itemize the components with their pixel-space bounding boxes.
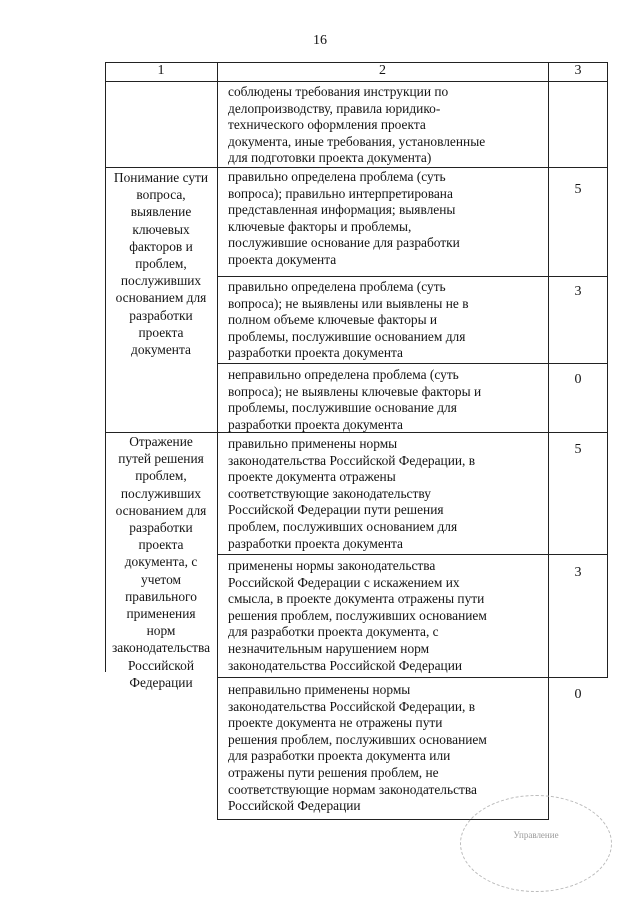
table-cell-score: 3 (574, 284, 582, 299)
item-divider (217, 677, 608, 678)
item-divider (217, 554, 608, 555)
header-divider (105, 81, 608, 82)
table-cell-score: 3 (574, 565, 582, 580)
evaluation-table (105, 62, 608, 820)
item-divider (217, 276, 608, 277)
row-divider (105, 167, 608, 168)
table-cell-criterion: Понимание сути вопроса, выявление ключевых факторов и проблем, послуживших основанием для разработки проекта документа (113, 170, 209, 358)
header-col-2: 2 (379, 63, 386, 78)
table-cell-score: 5 (574, 182, 582, 197)
table-cell-score: 0 (574, 372, 582, 387)
table-cell-description: правильно определена проблема (суть вопроса); правильно интерпретирована представленная информация; выявлены ключевые факторы и проблемы, послужившие основание для разработки проекта документа (228, 169, 460, 267)
table-cell-description: соблюдены требования инструкции по делопроизводству, правила юридико- технического оформления проекта документа, иные требования, установленные для подготовки проекта документа) (228, 84, 486, 166)
table-cell-description: правильно применены нормы законодательства Российской Федерации, в проекте документа отражены соответствующие законодательству Российской Федерации пути решения проблем, послуживших основанием для разработки проекта документа (228, 436, 476, 551)
page-number: 16 (313, 33, 327, 48)
table-cell-description: применены нормы законодательства Российской Федерации с искажением их смысла, в проекте документа отражены пути решения проблем, послуживших основанием для разработки проекта документа, с незначительным нарушением норм законодательства Российской Федерации (228, 558, 487, 673)
table-cell-score: 0 (574, 687, 582, 702)
header-col-1: 1 (157, 63, 165, 78)
table-cell-description: неправильно применены нормы законодательства Российской Федерации, в проекте документа не отражены пути решения проблем, послуживших основанием для разработки проекта документа или отражены пути решения проблем, не соответствующие нормам законодательства Российской Федерации (228, 682, 487, 814)
item-divider (217, 363, 608, 364)
table-cell-description: правильно определена проблема (суть вопроса); не выявлены или выявлены не в полном объеме ключевые факторы и проблемы, послужившие основанием для разработки проекта документа (228, 279, 469, 361)
faded-stamp: Управление (460, 795, 612, 892)
column-divider (217, 62, 218, 820)
table-cell-description: неправильно определена проблема (суть вопроса); не выявлены ключевые факторы и проблемы, послужившие основание для разработки проекта документа (228, 367, 482, 432)
table-border-right (607, 62, 608, 677)
column-divider (548, 62, 549, 820)
table-cell-score: 5 (574, 442, 582, 457)
header-col-3: 3 (574, 63, 582, 78)
table-cell-criterion: Отражение путей решения проблем, послуживших основанием для разработки проекта документа, с учетом правильного применения норм законодательства Российской Федерации (111, 434, 211, 690)
